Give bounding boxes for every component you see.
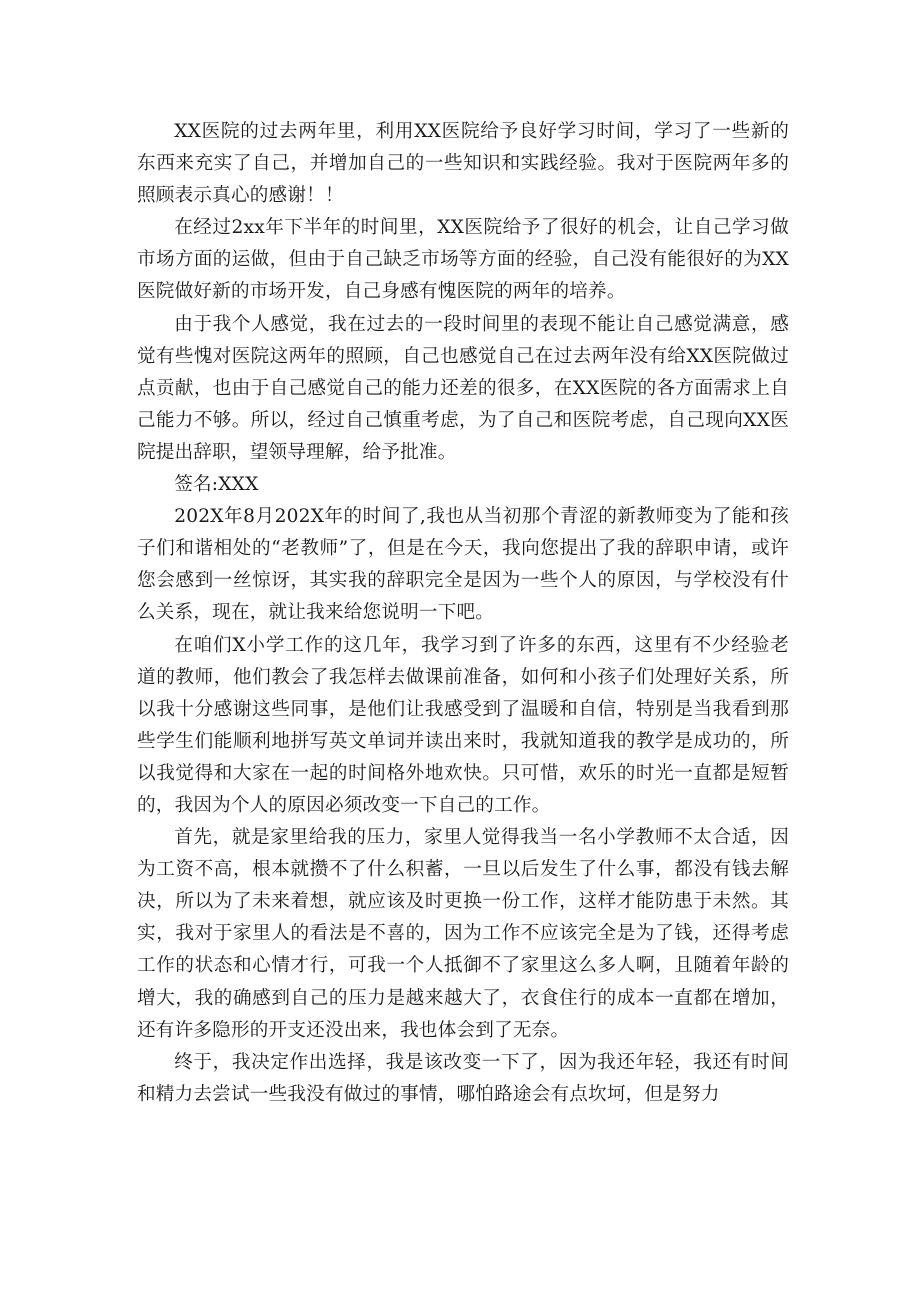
paragraph-market-work: 在经过2xx年下半年的时间里，XX医院给予了很好的机会，让自己学习做市场方面的运做，但由于自己缺乏市场等方面的经验，自己没有能很好的为XX医院做好新的市场开发，自己身感有愧医院的两年的培养。 <box>137 217 789 303</box>
document-body <box>137 116 789 1111</box>
signature-line: 签名:XXX <box>174 474 259 496</box>
paragraph-decision: 终于，我决定作出选择，我是该改变一下了，因为我还年轻，我还有时间和精力去尝试一些我没有做过的事情，哪怕路途会有点坎坷，但是努力 <box>137 1051 789 1105</box>
paragraph-resignation-request: 由于我个人感觉，我在过去的一段时间里的表现不能让自己感觉满意，感觉有些愧对医院这两年的照顾，自己也感觉自己在过去两年没有给XX医院做过点贡献，也由于自己感觉自己的能力还差的很多，在XX医院的各方面需求上自己能力不够。所以，经过自己慎重考虑，为了自己和医院考虑，自己现向XX医院提出辞职，望领导理解，给予批准。 <box>137 313 789 463</box>
paragraph-family-pressure: 首先，就是家里给我的压力，家里人觉得我当一名小学教师不太合适，因为工资不高，根本就攒不了什么积蓄，一旦以后发生了什么事，都没有钱去解决，所以为了未来着想，就应该及时更换一份工作，这样才能防患于未然。其实，我对于家里人的看法是不喜的，因为工作不应该完全是为了钱，还得考虑工作的状态和心情才行，可我一个人抵御不了家里这么多人啊，且随着年龄的增大，我的确感到自己的压力是越来越大了，衣食住行的成本一直都在增加，还有许多隐形的开支还没出来，我也体会到了无奈。 <box>137 827 789 1041</box>
paragraph-school-experience: 在咱们X小学工作的这几年，我学习到了许多的东西，这里有不少经验老道的教师，他们教会了我怎样去做课前准备，如何和小孩子们处理好关系，所以我十分感谢这些同事，是他们让我感受到了温暖和自信，特别是当我看到那些学生们能顺利地拼写英文单词并读出来时，我就知道我的教学是成功的，所以我觉得和大家在一起的时间格外地欢快。只可惜，欢乐的时光一直都是短暂的，我因为个人的原因必须改变一下自己的工作。 <box>137 634 789 816</box>
paragraph-hospital-thanks: XX医院的过去两年里，利用XX医院给予良好学习时间，学习了一些新的东西来充实了自己，并增加自己的一些知识和实践经验。我对于医院两年多的照顾表示真心的感谢！！ <box>137 121 789 207</box>
paragraph-teacher-intro: 202X年8月202X年的时间了,我也从当初那个青涩的新教师变为了能和孩子们和谐相处的“老教师”了，但是在今天，我向您提出了我的辞职申请，或许您会感到一丝惊讶，其实我的辞职完全是因为一些个人的原因，与学校没有什么关系，现在，就让我来给您说明一下吧。 <box>137 506 789 624</box>
